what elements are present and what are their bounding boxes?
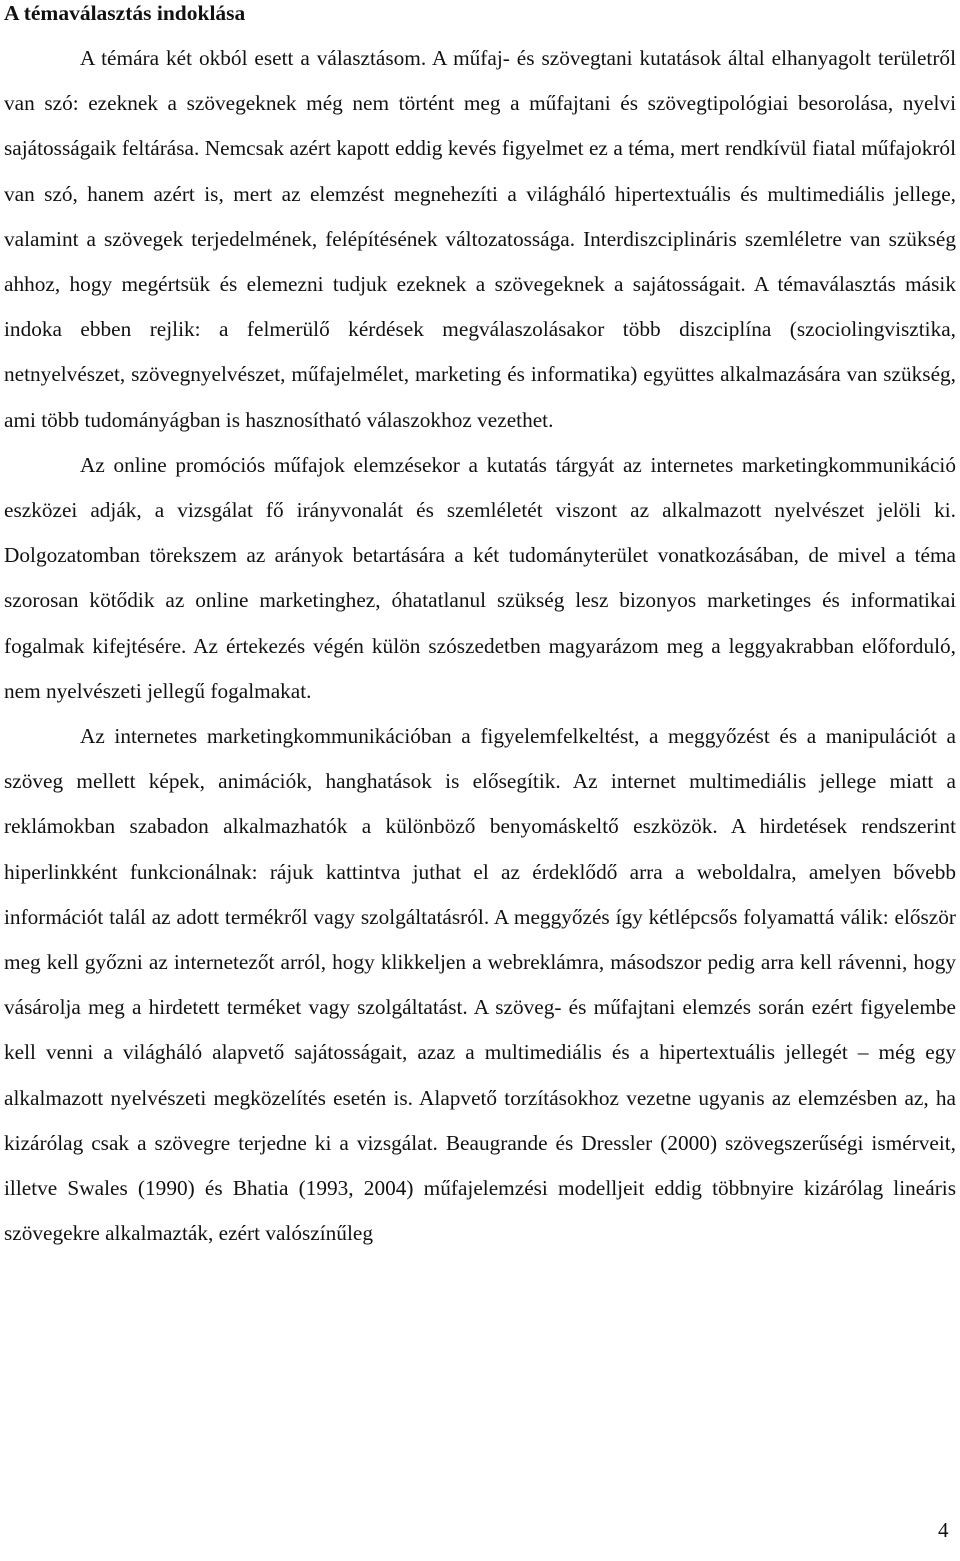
paragraph-3: Az internetes marketingkommunikációban a figyelemfelkeltést, a meggyőzést és a manipulációt a szöveg mellett képek, animációk, hanghatások is elősegítik. Az internet multimediális jellege miatt a reklámokban szabadon alkalmazhatók a különböző benyomáskeltő eszközök. A hirdetések rendszerint hiperlinkként funkcionálnak: rájuk kattintva juthat el az érdeklődő arra a weboldalra, amelyen bővebb információt talál az adott termékről vagy szolgáltatásról. A meggyőzés így kétlépcsős folyamattá válik: először meg kell győzni az internetezőt arról, hogy klikkeljen a webreklámra, másodszor pedig arra kell rávenni, hogy vásárolja meg a hirdetett terméket vagy szolgáltatást. A szöveg- és műfajtani elemzés során ezért figyelembe kell venni a világháló alapvető sajátosságait, azaz a multimediális és a hipertextuális jellegét – még egy alkalmazott nyelvészeti megközelítés esetén is. Alapvető torzításokhoz vezetne ugyanis az elemzésben az, ha kizárólag csak a szövegre terjedne ki a vizsgálat. Beaugrande és Dressler (2000) szövegszerűségi ismérveit, illetve Swales (1990) és Bhatia (1993, 2004) műfajelemzési modelljeit eddig többnyire kizárólag lineáris szövegekre alkalmazták, ezért valószínűleg (4, 724, 956, 1246)
paragraph-1: A témára két okból esett a választásom. A műfaj- és szövegtani kutatások által elhanyagolt területről van szó: ezeknek a szövegeknek még nem történt meg a műfajtani és szövegtipológiai besorolása, nyelvi sajátosságaik feltárása. Nemcsak azért kapott eddig kevés figyelmet ez a téma, mert rendkívül fiatal műfajokról van szó, hanem azért is, mert az elemzést megnehezíti a világháló hipertextuális és multimediális jellege, valamint a szövegek terjedelmének, felépítésének változatossága. Interdiszciplináris szemléletre van szükség ahhoz, hogy megértsük és elemezni tudjuk ezeknek a szövegeknek a sajátosságait. A témaválasztás másik indoka ebben rejlik: a felmerülő kérdések megválaszolásakor több diszciplína (szociolingvisztika, netnyelvészet, szövegnyelvészet, műfajelmélet, marketing és informatika) együttes alkalmazására van szükség, ami több tudományágban is hasznosítható válaszokhoz vezethet. (4, 46, 956, 432)
paragraph-2: Az online promóciós műfajok elemzésekor a kutatás tárgyát az internetes marketingkommunikáció eszközei adják, a vizsgálat fő irányvonalát és szemléletét viszont az alkalmazott nyelvészet jelöli ki. Dolgozatomban törekszem az arányok betartására a két tudományterület vonatkozásában, de mivel a téma szorosan kötődik az online marketinghez, óhatatlanul szükség lesz bizonyos marketinges és informatikai fogalmak kifejtésére. Az értekezés végén külön szószedetben magyarázom meg a leggyakrabban előforduló, nem nyelvészeti jellegű fogalmakat. (4, 452, 956, 703)
section-heading: A témaválasztás indoklása (4, 1, 246, 25)
page-number: 4 (938, 1518, 949, 1542)
document-page (4, 0, 956, 1256)
